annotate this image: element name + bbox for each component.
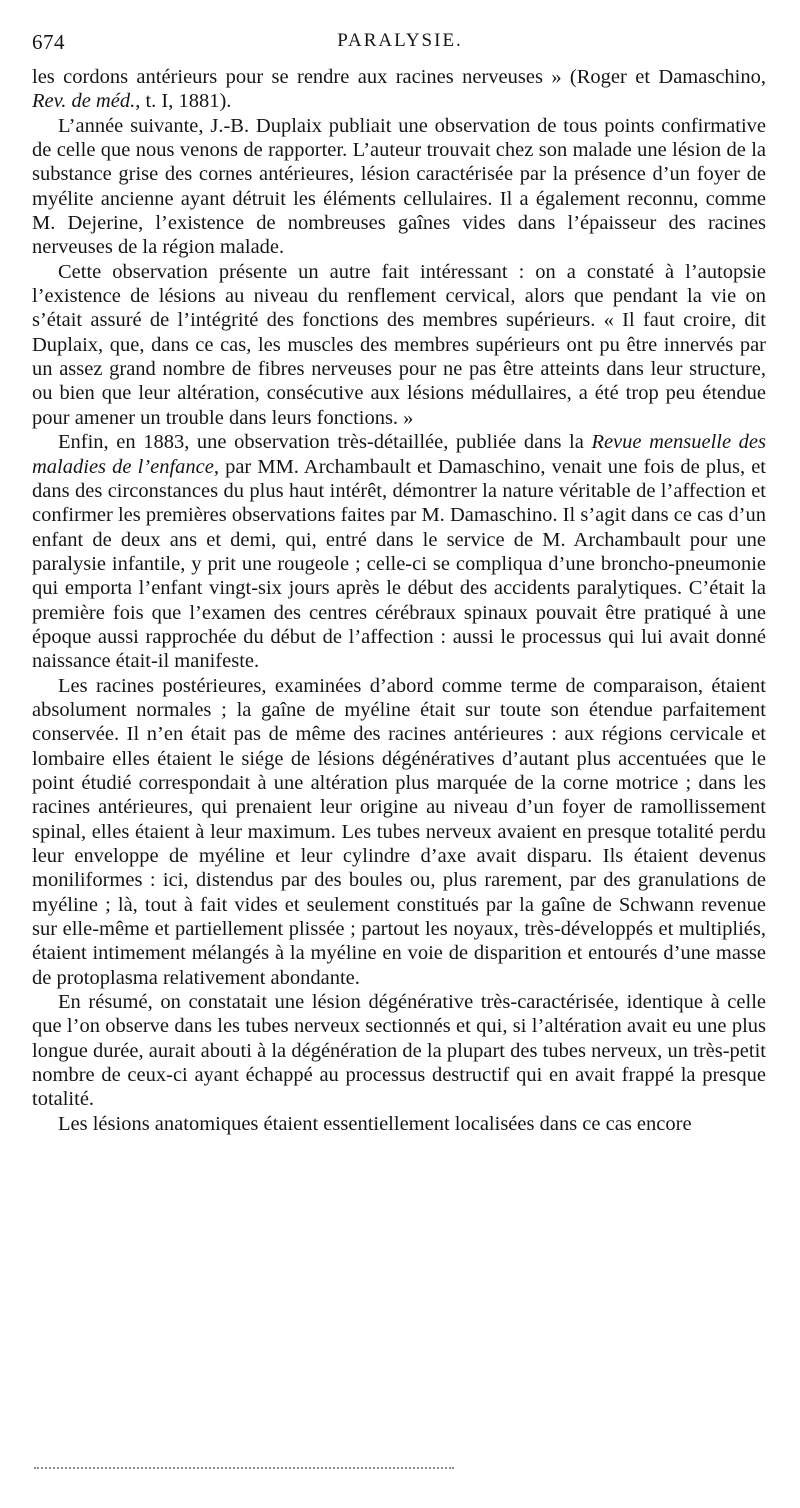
footer-dotted-rule [34, 1467, 454, 1469]
italic-citation: Rev. de méd. [32, 90, 136, 113]
paragraph-text: Enfin, en 1883, une observation très-détaillée, publiée dans la [58, 431, 592, 454]
paragraph: L’année suivante, J.-B. Duplaix publiait une observation de tous points confirmative de celle que nous venons de rapporter. L’auteur trouvait chez son malade une lésion de la substance grise des cornes antérieures, lésion caractérisée par la présence d’un foyer de myélite ancienne ayant détruit les éléments cellulaires. Il a également reconnu, comme M. Dejerine, l’existence de nombreuses gaînes vides dans l’épaisseur des racines nerveuses de la région malade. [32, 114, 766, 259]
paragraph: Les lésions anatomiques étaient essentiellement localisées dans ce cas encore [58, 1112, 692, 1135]
italic-journal-title: Revue mensuelle des maladies de l’enfance [32, 431, 766, 478]
paragraph: Les racines postérieures, examinées d’abord comme terme de comparaison, étaient absolument normales ; la gaîne de myéline était sur toute son étendue parfaitement conservée. Il n’en était pas de même des racines antérieures : aux régions cervicale et lombaire elles étaient le siége de lésions dégénératives d’autant plus accentuées que le point étudié correspondait à une altération plus marquée de la corne motrice ; dans les racines antérieures, qui prenaient leur origine au niveau d’un foyer de ramollissement spinal, elles étaient à leur maximum. Les tubes nerveux avaient en presque totalité perdu leur enveloppe de myéline et leur cylindre d’axe avait disparu. Ils étaient devenus moniliformes : ici, distendus par des boules ou, plus rarement, par des granulations de myéline ; là, tout à fait vides et seulement constitués par la gaîne de Schwann revenue sur elle-même et partiellement plissée ; partout les noyaux, très-développés et multipliés, étaient intimement mélangés à la myéline en voie de disparition et entourés d’une masse de protoplasma relativement abondante. [32, 674, 766, 989]
paragraph: En résumé, on constatait une lésion dégénérative très-caractérisée, identique à celle que l’on observe dans les tubes nerveux sectionnés et qui, si l’altération avait eu une plus longue durée, aurait abouti à la dégénération de la plupart des tubes nerveux, un très-petit nombre de ceux-ci ayant échappé au processus destructif qui en avait frappé la presque totalité. [32, 991, 766, 1111]
running-title: PARALYSIE. [337, 30, 463, 51]
paragraph-text: les cordons antérieurs pour se rendre aux racines nerveuses » (Roger et Damaschino, [32, 66, 766, 88]
paragraph [32, 430, 766, 673]
page-header [32, 30, 768, 58]
paragraph-text: , par MM. Archambault et Damaschino, venait une fois de plus, et dans des circonstances du plus haut intérêt, démontrer la nature véritable de l’affection et confirmer les premières observations faites par M. Damaschino. Il s’agit dans ce cas d’un enfant de deux ans et demi, qui, entré dans le service de M. Archambault pour une paralysie infantile, y prit une rougeole ; celle-ci se compliqua d’une broncho-pneumonie qui emporta l’enfant vingt-six jours après le début des accidents paralytiques. C’était la première fois que l’examen des centres cérébraux spinaux pouvait être pratiqué à une époque aussi rapprochée du début de l’affection : aussi le processus qui lui avait donné naissance était-il manifeste. [32, 455, 766, 673]
paragraph: Cette observation présente un autre fait intéressant : on a constaté à l’autopsie l’existence de lésions au niveau du renflement cervical, alors que pendant la vie on s’était assuré de l’intégrité des fonctions des membres supérieurs. « Il faut croire, dit Duplaix, que, dans ce cas, les muscles des membres supérieurs ont pu être innervés par un assez grand nombre de fibres nerveuses pour ne pas être atteints dans leur structure, ou bien que leur altération, consécutive aux lésions médullaires, a été trop peu étendue pour amener un trouble dans leurs fonctions. » [32, 260, 766, 429]
paragraph-text: , t. I, 1881). [135, 90, 232, 113]
page-number: 674 [32, 30, 65, 54]
paragraph-continuation [32, 65, 766, 114]
body-text [32, 65, 766, 1136]
